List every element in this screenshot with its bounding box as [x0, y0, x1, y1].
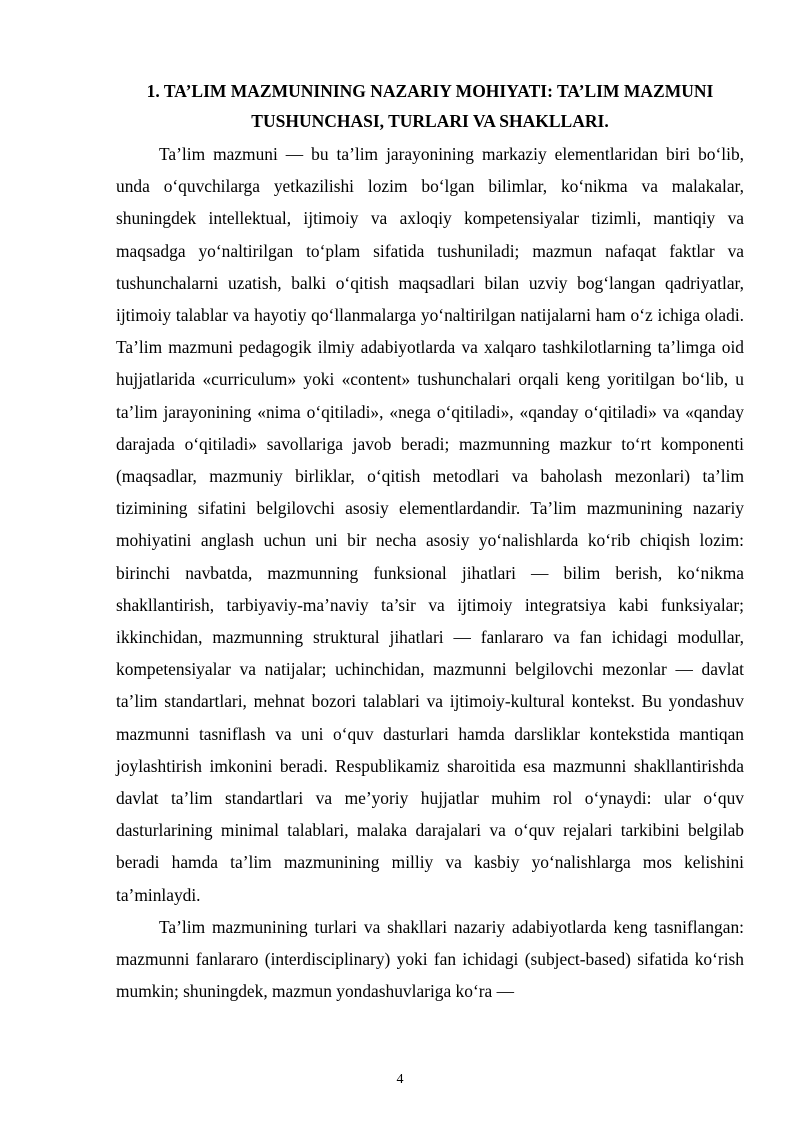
title-line-1: 1. TA’LIM MAZMUNINING NAZARIY MOHIYATI: TA’LIM MAZMUNI: [146, 81, 714, 101]
paragraph: Ta’lim mazmunining turlari va shakllari nazariy adabiyotlarda keng tasniflangan: mazmunni fanlararo (interdisciplinary) yoki fan ichidagi (subject-based) sifatida ko‘rish mumkin; shuningdek, mazmun yondashuvlariga ko‘ra —: [116, 916, 744, 1002]
page-number: 4: [396, 1072, 404, 1087]
section-title: [100, 76, 760, 136]
body-text: [116, 138, 744, 1007]
paragraph: Ta’lim mazmuni — bu ta’lim jarayonining markaziy elementlaridan biri bo‘lib, unda o‘quvchilarga yetkazilishi lozim bo‘lgan bilimlar, ko‘nikma va malakalar, shuningdek intellektual, ijtimoiy va axloqiy kompetensiyalar tizimli, mantiqiy va maqsadga yo‘naltirilgan to‘plam sifatida tushuniladi; mazmun nafaqat faktlar va tushunchalarni uzatish, balki o‘qitish maqsadlari bilan uzviy bog‘langan qadriyatlar, ijtimoiy talablar va hayotiy qo‘llanmalarga yo‘naltirilgan natijalarni ham o‘z ichiga oladi. Ta’lim mazmuni pedagogik ilmiy adabiyotlarda va xalqaro tashkilotlarning ta’limga oid hujjatlarida «curriculum» yoki «content» tushunchalari orqali keng yoritilgan bo‘lib, u ta’lim jarayonining «nima o‘qitiladi», «nega o‘qitiladi», «qanday o‘qitiladi» va «qanday darajada o‘qitiladi» savollariga javob beradi; mazmunning mazkur to‘rt komponenti (maqsadlar, mazmuniy birliklar, o‘qitish metodlari va baholash mezonlari) ta’lim tizimining sifatini belgilovchi asosiy elementlardandir. Ta’lim mazmunining nazariy mohiyatini anglash uchun uni bir necha asosiy yo‘nalishlarda ko‘rib chiqish lozim: birinchi navbatda, mazmunning funksional jihatlari — bilim berish, ko‘nikma shakllantirish, tarbiyaviy-ma’naviy ta’sir va ijtimoiy integratsiya kabi funksiyalar; ikkinchidan, mazmunning struktural jihatlari — fanlararo va fan ichidagi modullar, kompetensiyalar va natijalar; uchinchidan, mazmunni belgilovchi mezonlar — davlat ta’lim standartlari, mehnat bozori talablari va ijtimoiy-kultural kontekst. Bu yondashuv mazmunni tasniflash va uni o‘quv dasturlari hamda darsliklar kontekstida mantiqan joylashtirish imkonini beradi. Respublikamiz sharoitida esa mazmunni shakllantirishda davlat ta’lim standartlari va me’yoriy hujjatlar muhim rol o‘ynaydi: ular o‘quv dasturlarining minimal talablari, malaka darajalari va o‘quv rejalari tarkibini belgilab beradi hamda ta’lim mazmunining milliy va kasbiy yo‘nalishlarga mos kelishini ta’minlaydi.: [116, 144, 744, 905]
title-line-2: TUSHUNCHASI, TURLARI VA SHAKLLARI.: [251, 111, 609, 131]
